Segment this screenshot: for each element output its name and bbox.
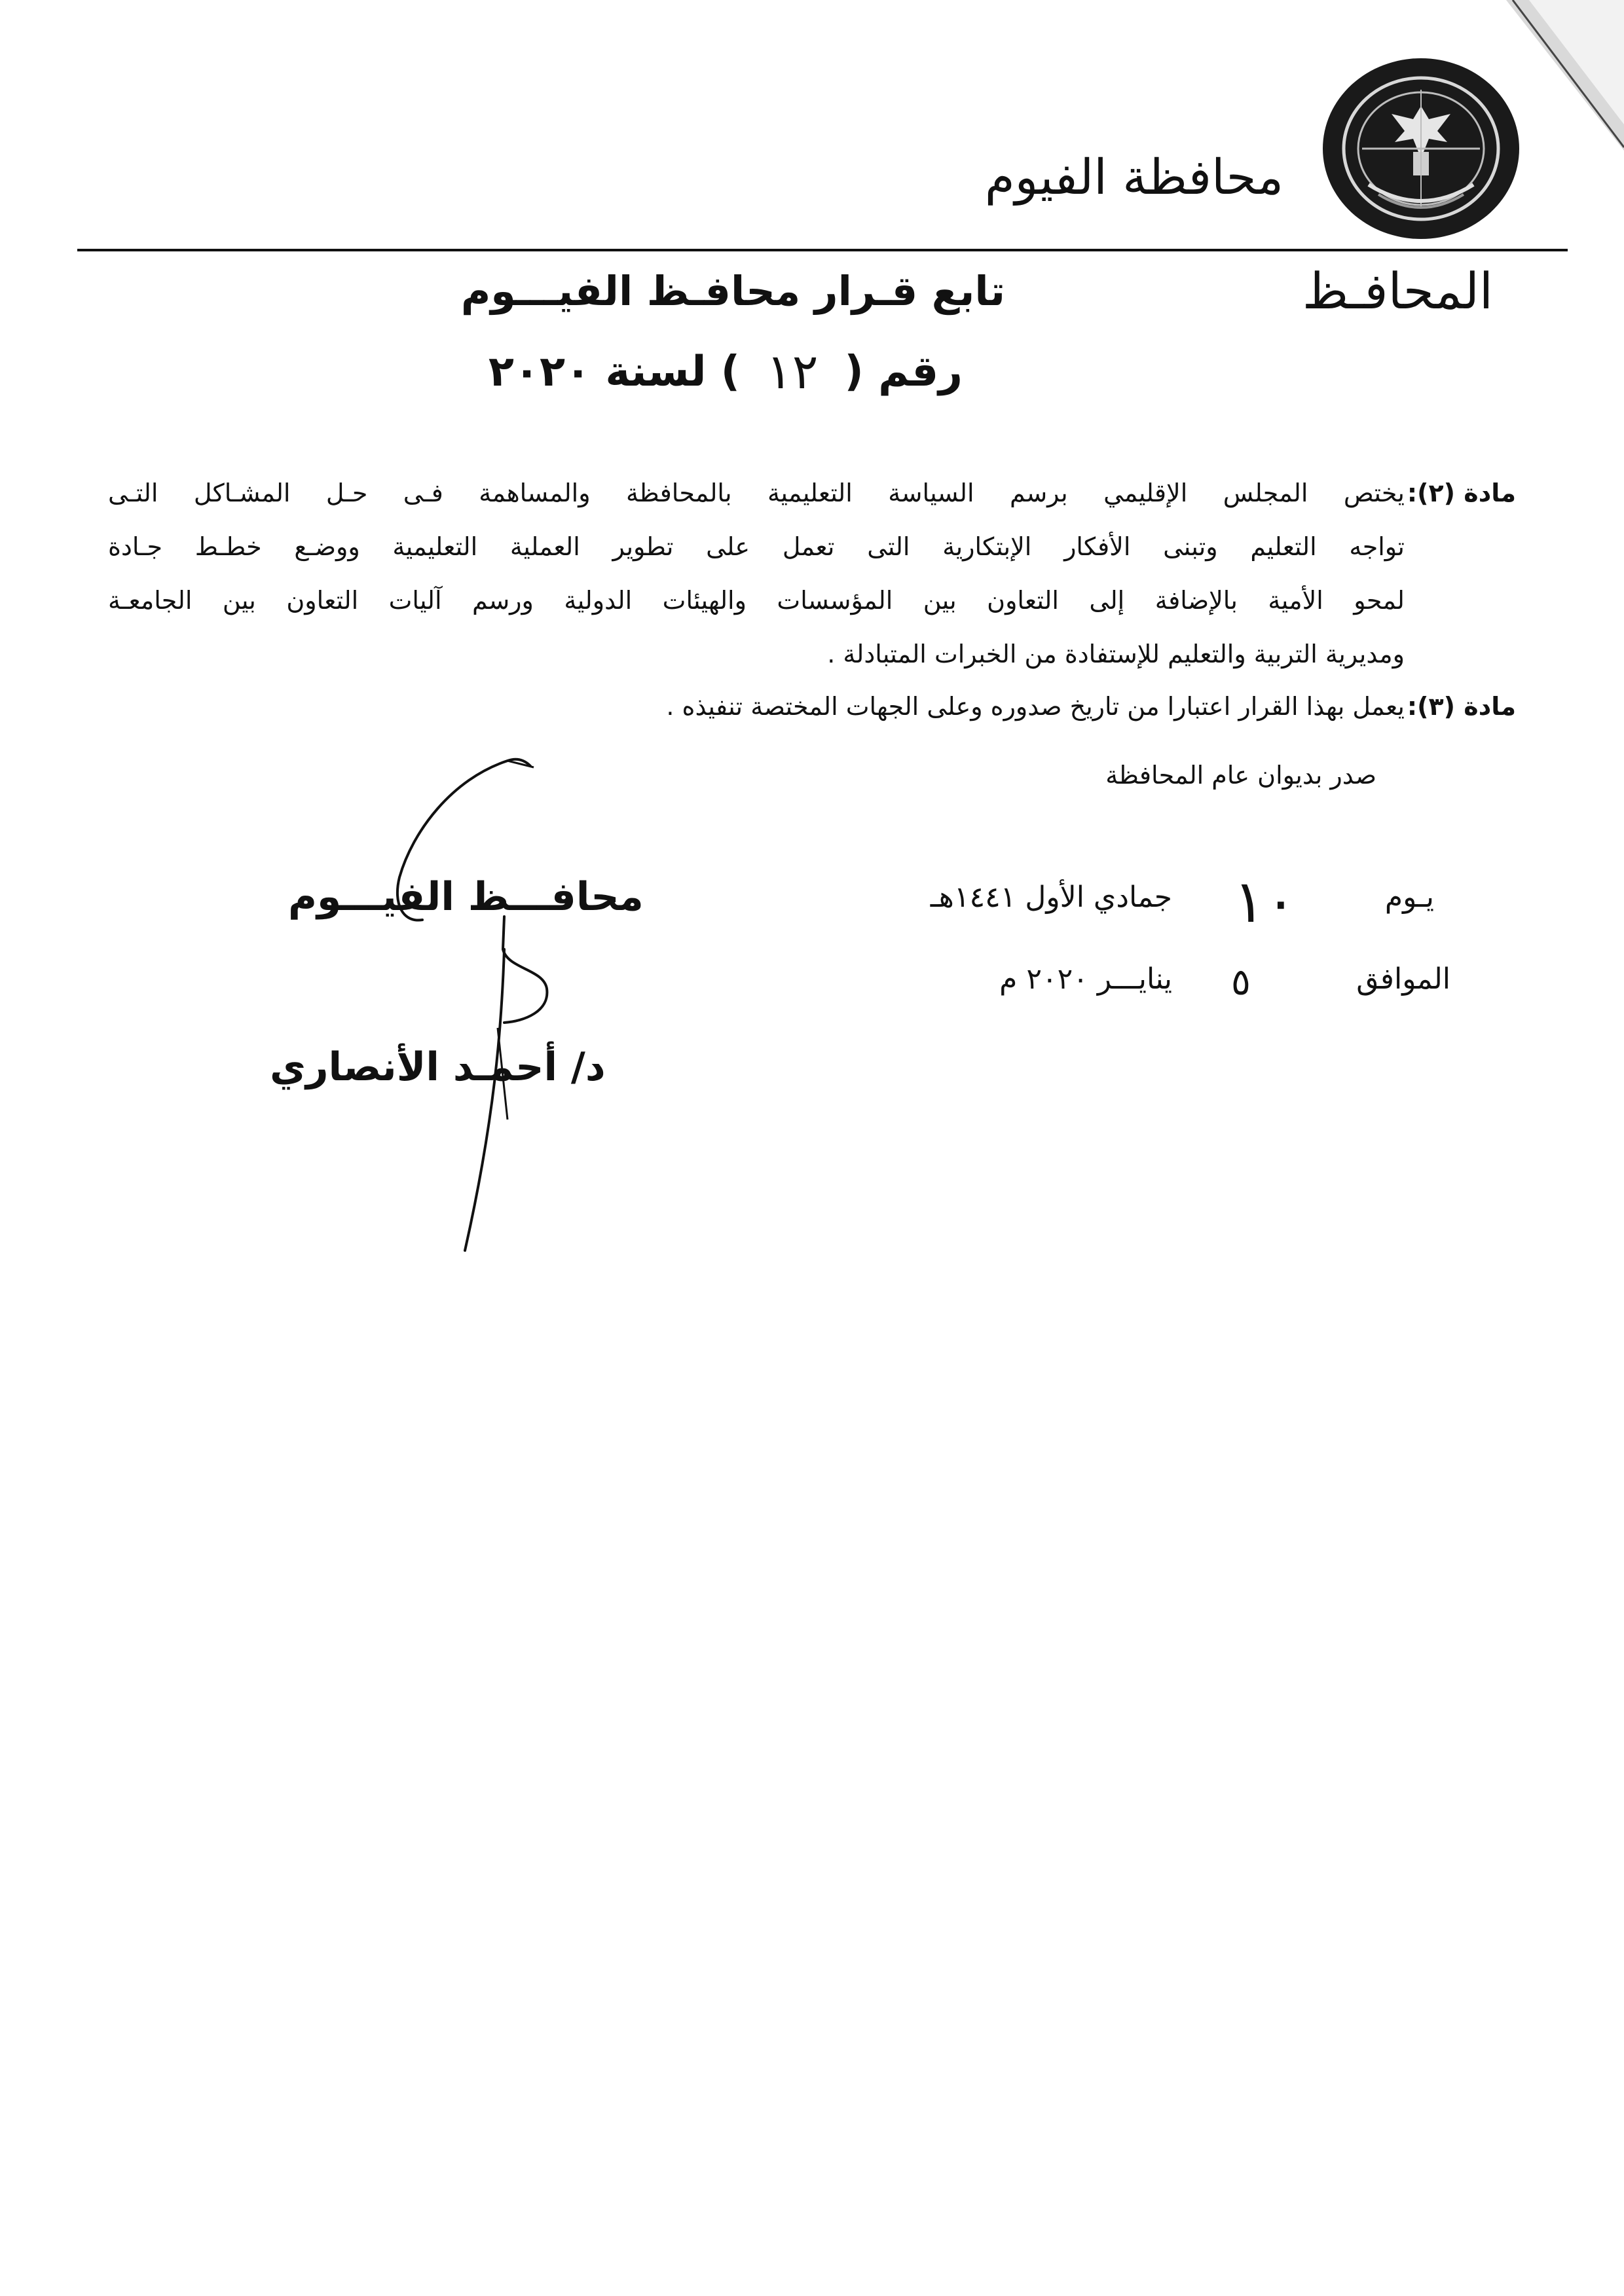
article-label: مادة (٢): [1407, 479, 1516, 507]
header-divider [77, 249, 1568, 251]
hijri-date: جمادي الأول ١٤٤١هـ [930, 881, 1172, 914]
gregorian-date: ينايـــر ٢٠٢٠ م [999, 962, 1172, 996]
decision-number-handwritten: ١٢ [766, 344, 819, 400]
article-line: لمحو الأمية بالإضافة إلى التعاون بين المؤسسات والهيئات الدولية ورسم آليات التعاون بين الجامعـة [108, 586, 1405, 615]
handwritten-signature [373, 753, 570, 1264]
article-line: ومديرية التربية والتعليم للإستفادة من الخبرات المتبادلة . [827, 640, 1405, 668]
article-line: يعمل بهذا القرار اعتبارا من تاريخ صدوره وعلى الجهات المختصة تنفيذه . [666, 692, 1405, 721]
governor-name: د/ أحمـد الأنصاري [270, 1044, 606, 1090]
day-label: يـوم [1384, 881, 1434, 914]
article-3 [108, 680, 1516, 733]
decision-number-line [489, 344, 963, 400]
fayoum-governorate-emblem-icon [1316, 54, 1526, 244]
issued-at: صدر بديوان عام المحافظة [1105, 761, 1376, 790]
article-2 [108, 466, 1516, 681]
office-label: المحافـظ [1302, 262, 1493, 320]
decision-heading: تابع قـرار محافـظ الفيـــوم [460, 267, 1005, 315]
governor-title: محافـــظ الفيـــوم [288, 874, 644, 920]
article-label: مادة (٣): [1407, 692, 1516, 721]
article-body [108, 680, 1405, 733]
gregorian-day-handwritten: ٥ [1230, 961, 1251, 1004]
day-value-handwritten: ١٠ [1233, 867, 1297, 936]
decision-number-suffix: ) لسنة ٢٠٢٠ [488, 348, 741, 396]
governorate-name: محافظة الفيوم [984, 149, 1283, 206]
decision-number-prefix: رقم ( [844, 348, 963, 396]
article-body [108, 466, 1405, 681]
article-line: تواجه التعليم وتبنى الأفكار الإبتكارية التى تعمل على تطوير العملية التعليمية ووضـع خطـط جـادة [108, 532, 1405, 561]
article-line: يختص المجلس الإقليمي برسم السياسة التعليمية بالمحافظة والمساهمة فـى حـل المشـاكل التـى [108, 479, 1405, 507]
equivalent-label: الموافق [1356, 962, 1450, 996]
